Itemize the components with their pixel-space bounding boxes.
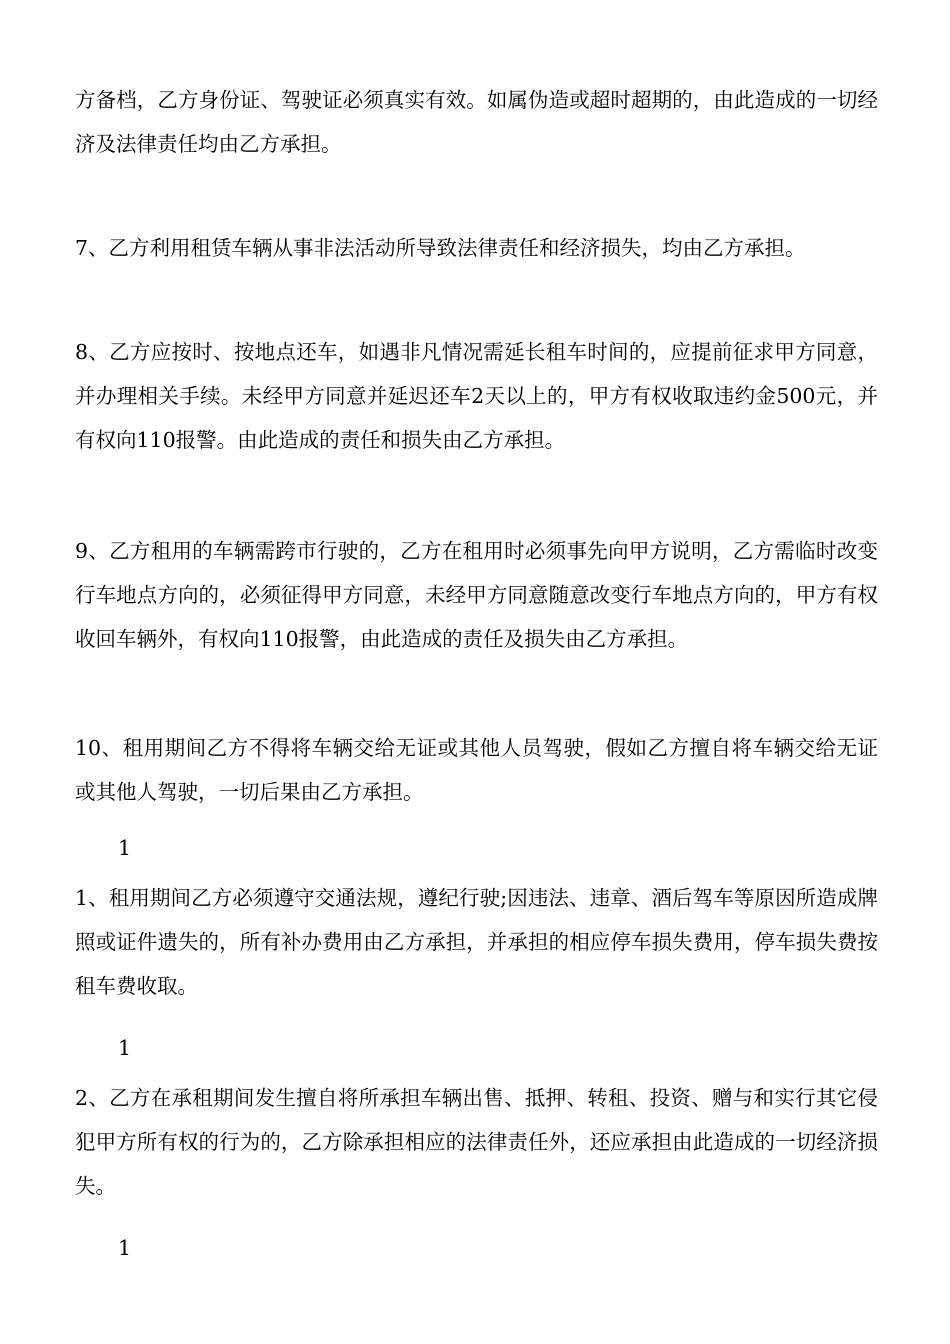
clause-7: 7、乙方利用租赁车辆从事非法活动所导致法律责任和经济损失，均由乙方承担。 <box>75 236 806 260</box>
clause-8: 8、乙方应按时、按地点还车，如遇非凡情况需延长租车时间的，应提前征求甲方同意，并办理相关手续。未经甲方同意并延迟还车2天以上的，甲方有权收取违约金500元，并有权向110报警。由此造成的责任和损失由乙方承担。 <box>75 340 878 452</box>
clause-9: 9、乙方租用的车辆需跨市行驶的，乙方在租用时必须事先向甲方说明，乙方需临时改变行车地点方向的，必须征得甲方同意，未经甲方同意随意改变行车地点方向的，甲方有权收回车辆外，有权向110报警，由此造成的责任及损失由乙方承担。 <box>75 539 878 651</box>
paragraph-intro: 方备档，乙方身份证、驾驶证必须真实有效。如属伪造或超时超期的，由此造成的一切经济及法律责任均由乙方承担。 <box>75 88 878 156</box>
clause-12: 2、乙方在承租期间发生擅自将所承担车辆出售、抵押、转租、投资、赠与和实行其它侵犯甲方所有权的行为的，乙方除承担相应的法律责任外，还应承担由此造成的一切经济损失。 <box>75 1086 878 1198</box>
clause-10: 10、租用期间乙方不得将车辆交给无证或其他人员驾驶，假如乙方擅自将车辆交给无证或其他人驾驶，一切后果由乙方承担。 <box>75 736 878 804</box>
clause-11: 1、租用期间乙方必须遵守交通法规，遵纪行驶;因违法、违章、酒后驾车等原因所造成牌照或证件遗失的，所有补办费用由乙方承担，并承担的相应停车损失费用，停车损失费按租车费收取。 <box>75 886 878 998</box>
list-marker: 1 <box>118 1236 132 1260</box>
list-marker: 1 <box>118 1036 132 1060</box>
list-marker: 1 <box>118 836 132 860</box>
